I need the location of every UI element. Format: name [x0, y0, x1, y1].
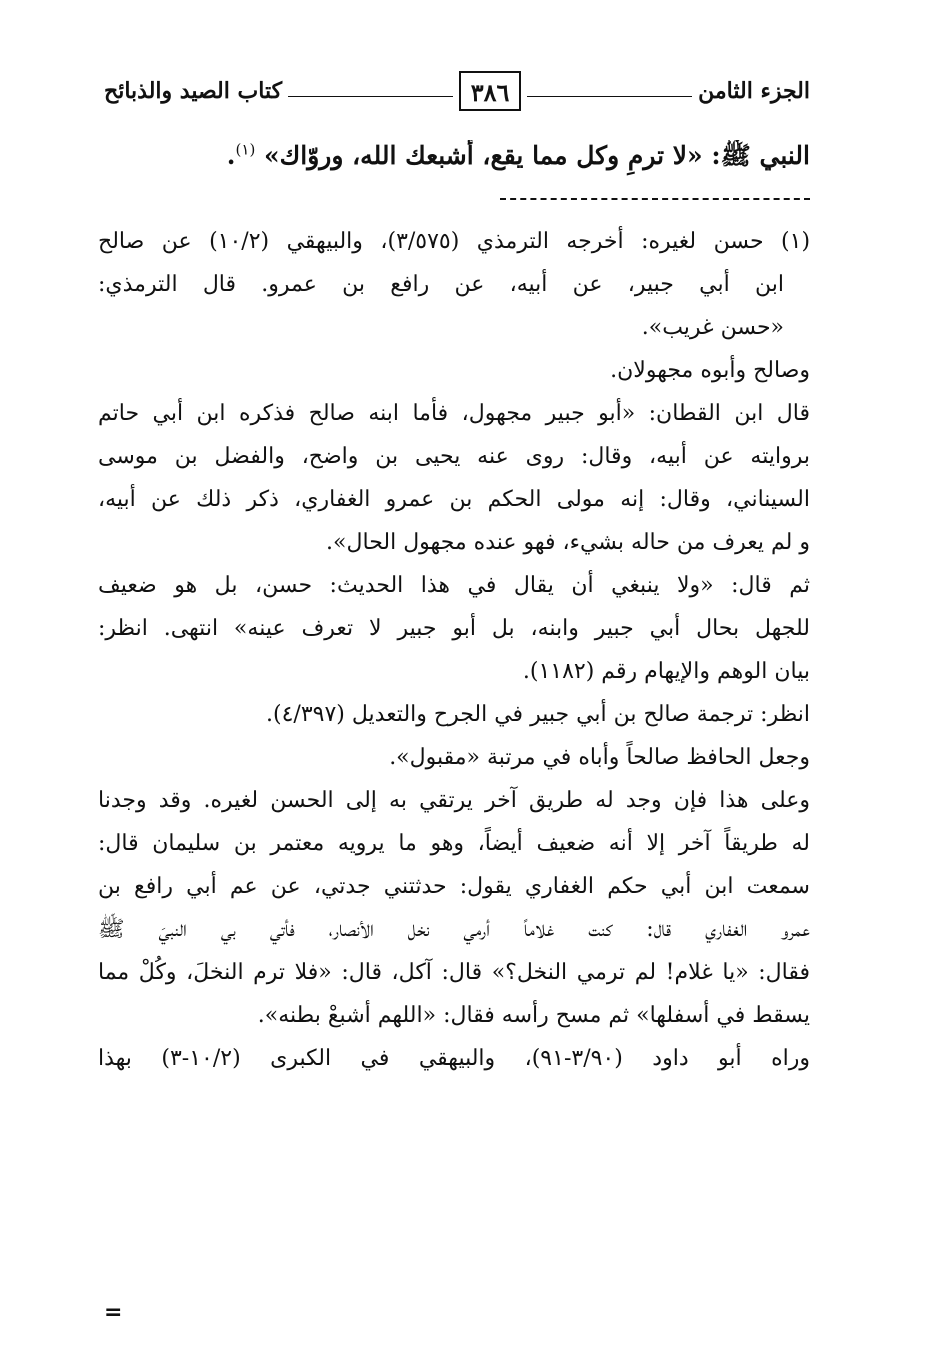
footnote-line: يسقط في أسفلها» ثم مسح رأسه فقال: «اللهم أشبعْ بطنه». [257, 1003, 810, 1028]
page-number: ٣٨٦ [459, 71, 522, 111]
footnotes [98, 220, 810, 1080]
footnote-line: بروايته عن أبيه، وقال: روى عنه يحيى بن واضح، والفضل بن موسى [98, 444, 810, 469]
footnote-line: عمرو الغفاري قال: كنت غلاماً أرمي نخل الأنصار، فأتي بي النبيَ ﷺ [98, 917, 810, 942]
footnote-line: فقال: «يا غلام! لم ترمي النخل؟» قال: آكل، قال: «فلا ترم النخلَ، وكُلْ مما [98, 960, 810, 985]
footnote-line: بيان الوهم والإيهام رقم (١١٨٢). [522, 659, 810, 684]
footnote-divider [500, 198, 810, 200]
footnote-line: ثم قال: «ولا ينبغي أن يقال في هذا الحديث: حسن، بل هو ضعيف [98, 573, 810, 598]
footnote-line: للجهل بحال أبي جبير وابنه، بل أبو جبير لا تعرف عينه» انتهى. انظر: [98, 616, 810, 641]
header-rule-right [527, 96, 692, 97]
footnote-line: «حسن غريب». [641, 315, 784, 340]
footnote-line: له طريقاً آخر إلا أنه ضعيف أيضاً، وهو ما يرويه معتمر بن سليمان قال: [98, 831, 810, 856]
footnote-line: (١) حسن لغيره: أخرجه الترمذي (٣/٥٧٥)، والبيهقي (١٠/٢) عن صالح [98, 229, 810, 254]
footnote-line: وصالح وأبوه مجهولان. [610, 358, 810, 383]
footnote-line: سمعت ابن أبي حكم الغفاري يقول: حدثتني جدتي، عن عم أبي رافع بن [98, 874, 810, 899]
footnote-line: ابن أبي جبير، عن أبيه، عن رافع بن عمرو. قال الترمذي: [98, 272, 784, 297]
page-header [104, 66, 810, 116]
footnote-line: السيناني، وقال: إنه مولى الحكم بن عمرو الغفاري، ذكر ذلك عن أبيه، [98, 487, 810, 512]
footnote-line: وجعل الحافظ صالحاً وأباه في مرتبة «مقبول». [389, 745, 810, 770]
header-rule-left [288, 96, 453, 97]
footnote-line: وعلى هذا فإن وجد له طريق آخر يرتقي به إلى الحسن لغيره. وقد وجدنا [98, 788, 810, 813]
footnote-ref: (١) [235, 140, 256, 159]
main-text-body: النبي ﷺ: «لا ترمِ وكل مما يقع، أشبعك الله، وروّاك» [264, 141, 810, 170]
footnote-line: انظر: ترجمة صالح بن أبي جبير في الجرح والتعديل (٤/٣٩٧). [266, 702, 810, 727]
header-part: الجزء الثامن [698, 78, 810, 104]
main-text-end: . [226, 141, 236, 170]
footnote-line: و لم يعرف من حاله بشيء، فهو عنده مجهول الحال». [326, 530, 810, 555]
footnote-line: وراه أبو داود (٣/٩٠-٩١)، والبيهقي في الكبرى (١٠/٢-٣) بهذا [98, 1046, 810, 1071]
footnote-line: قال ابن القطان: «أبو جبير مجهول، فأما ابنه صالح فذكره ابن أبي حاتم [98, 401, 810, 426]
main-text [104, 140, 810, 177]
continuation-mark: = [104, 1300, 123, 1325]
header-book-title: كتاب الصيد والذبائح [104, 78, 283, 104]
